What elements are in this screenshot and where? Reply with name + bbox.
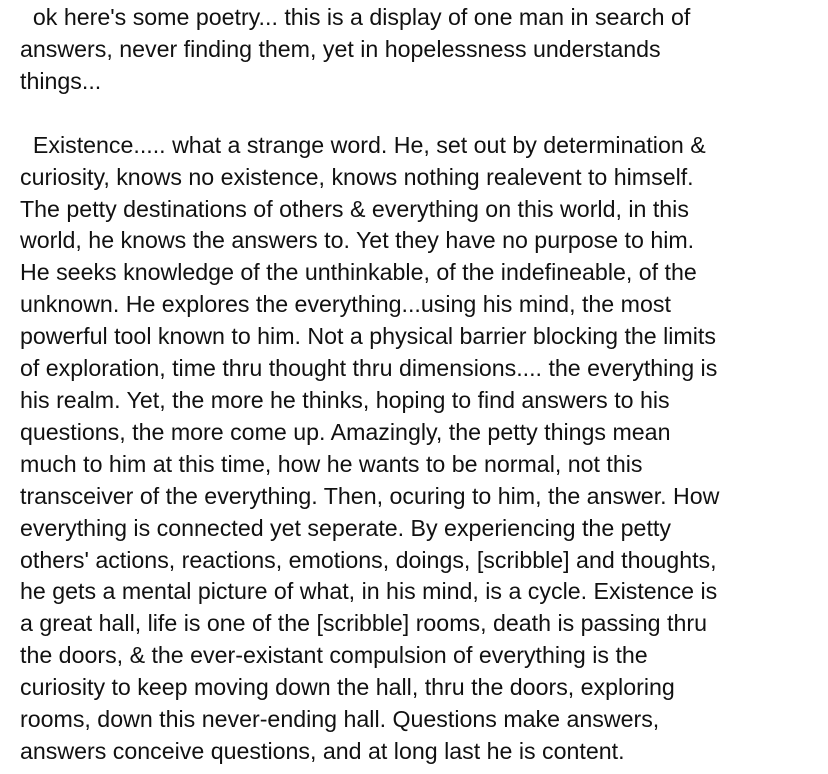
document-page [20, 2, 820, 768]
text-line: curiosity, knows no existence, knows nothing realevent to himself. [20, 163, 694, 190]
text-line: he gets a mental picture of what, in his mind, is a cycle. Existence is [20, 578, 718, 605]
text-line: transceiver of the everything. Then, ocuring to him, the answer. How [20, 482, 720, 509]
text-line: The petty destinations of others & everything on this world, in this [20, 195, 689, 222]
text-line: questions, the more come up. Amazingly, the petty things mean [20, 418, 671, 445]
text-line: unknown. He explores the everything...using his mind, the most [20, 291, 671, 318]
text-line: his realm. Yet, the more he thinks, hoping to find answers to his [20, 386, 670, 413]
text-line: everything is connected yet seperate. By experiencing the petty [20, 514, 671, 541]
text-line: answers, never finding them, yet in hopelessness understands [20, 35, 661, 62]
text-line: curiosity to keep moving down the hall, thru the doors, exploring [20, 674, 675, 701]
text-line: things... [20, 67, 102, 94]
text-line: answers conceive questions, and at long last he is content. [20, 737, 625, 764]
text-line: of exploration, time thru thought thru dimensions.... the everything is [20, 355, 718, 382]
text-line: ok here's some poetry... this is a display of one man in search of [20, 4, 691, 30]
text-line: He seeks knowledge of the unthinkable, of the indefineable, of the [20, 259, 697, 286]
text-line: much to him at this time, how he wants to be normal, not this [20, 450, 643, 477]
text-line: the doors, & the ever-existant compulsion of everything is the [20, 642, 648, 669]
text-line: Existence..... what a strange word. He, set out by determination & [20, 131, 706, 158]
poem-paragraph [20, 130, 820, 768]
text-line: world, he knows the answers to. Yet they have no purpose to him. [20, 227, 695, 254]
text-line: a great hall, life is one of the [scribble] rooms, death is passing thru [20, 610, 707, 637]
intro-paragraph [20, 2, 820, 98]
text-line: rooms, down this never-ending hall. Questions make answers, [20, 706, 660, 733]
paragraph-spacer [20, 98, 820, 130]
text-line: others' actions, reactions, emotions, doings, [scribble] and thoughts, [20, 546, 717, 573]
text-line: powerful tool known to him. Not a physical barrier blocking the limits [20, 323, 716, 350]
